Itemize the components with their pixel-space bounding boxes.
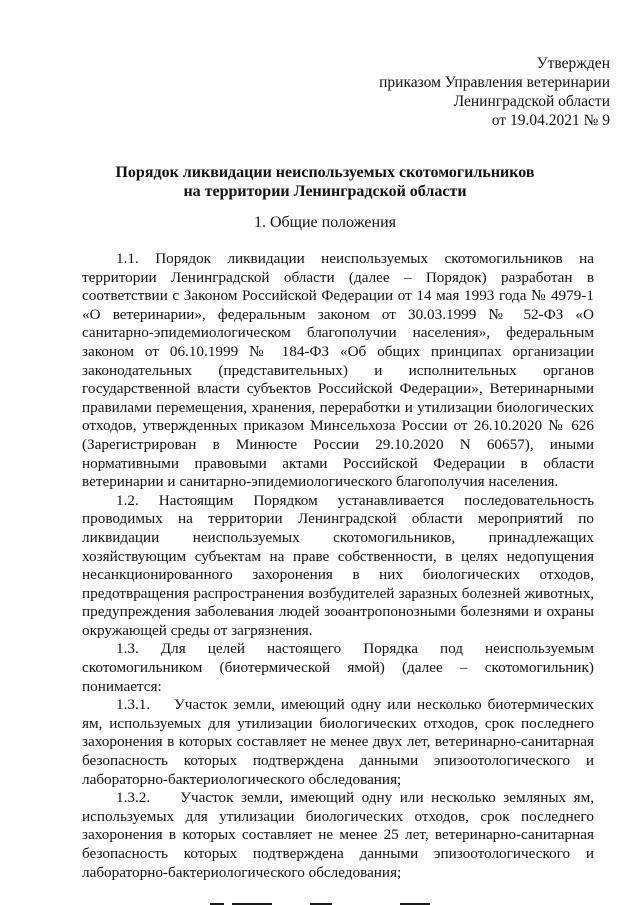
paragraph-1-3 — [82, 640, 594, 696]
document-title — [60, 163, 590, 201]
section-heading: 1. Общие положения — [253, 214, 397, 231]
approval-line: приказом Управления ветеринарии — [379, 74, 610, 91]
paragraph-text: Участок земли, имеющий одну или несколько биотермических ям, используемых для утилизации биологических отходов, срок последнего захоронения в которых составляет не менее двух лет, ветеринарно-санитарная безопасность которых подтверждена данными эпизоотологического и лабораторно-бактериологического обследования; — [82, 696, 594, 788]
paragraph-1-1 — [82, 250, 594, 492]
paragraph-text: Настоящим Порядком устанавливается последовательность проводимых на территории Ленинградской области мероприятий по ликвидации неиспользуемых скотомогильников, принадлежащих хозяйствующим субъектам на праве собственности, в целях недопущения несанкционированного захоронения в них биологических отходов, предотвращения распространения возбудителей заразных болезней животных, предупреждения заболевания людей зооантропонозными болезнями и охраны окружающей среды от загрязнения. — [82, 491, 594, 639]
document-body — [82, 250, 594, 882]
paragraph-number: 1.3. — [116, 640, 139, 658]
paragraph-text: Порядок ликвидации неиспользуемых скотомогильников на территории Ленинградской области (далее – Порядок) разработан в соответствии с Законом Российской Федерации от 14 мая 1993 года № 4979-1 «О ветеринарии», федеральным законом от 30.03.1999 № 52-ФЗ «О санитарно-эпидемиологическом благополучии населения», федеральным законом от 06.10.1999 № 184-ФЗ «Об общих принципах организации законодательных (представительных) и исполнительных органов государственной власти субъектов Российской Федерации», Ветеринарными правилами перемещения, хранения, переработки и утилизации биологических отходов, утвержденных приказом Минсельхоза России от 26.10.2020 № 626 (Зарегистрирован в Минюсте России 29.10.2020 N 60657), иными нормативными правовыми актами Российской Федерации в области ветеринарии и санитарно-эпидемиологического благополучия населения. — [82, 250, 594, 491]
paragraph-text: Для целей настоящего Порядка под неиспользуемым скотомогильником (биотермической ямой) (далее – скотомогильник) понимается: — [82, 640, 594, 695]
paragraph-number: 1.2. — [116, 491, 139, 509]
title-line: на территории Ленинградской области — [183, 183, 467, 200]
paragraph-1-3-1 — [82, 696, 594, 789]
paragraph-number: 1.3.2. — [116, 789, 151, 807]
paragraph-number: 1.1. — [116, 250, 139, 267]
paragraph-text: Участок земли, имеющий одну или несколько земляных ям, используемых для утилизации биологических отходов, срок последнего захоронения в которых составляет не менее 25 лет, ветеринарно-санитарная безопасность которых подтверждена данными эпизоотологического и лабораторно-бактериологического обследования; — [82, 789, 595, 881]
approval-stamp-block — [310, 54, 610, 130]
scan-bottom-edge — [0, 899, 640, 905]
paragraph-number: 1.3.1. — [116, 696, 151, 714]
approval-line: Утвержден — [536, 55, 610, 72]
paragraph-1-2 — [82, 492, 594, 641]
paragraph-1-3-2 — [82, 789, 594, 882]
approval-line: Ленинградской области — [453, 93, 610, 110]
approval-line: от 19.04.2021 № 9 — [491, 112, 610, 129]
title-line: Порядок ликвидации неиспользуемых скотомогильников — [115, 164, 535, 181]
